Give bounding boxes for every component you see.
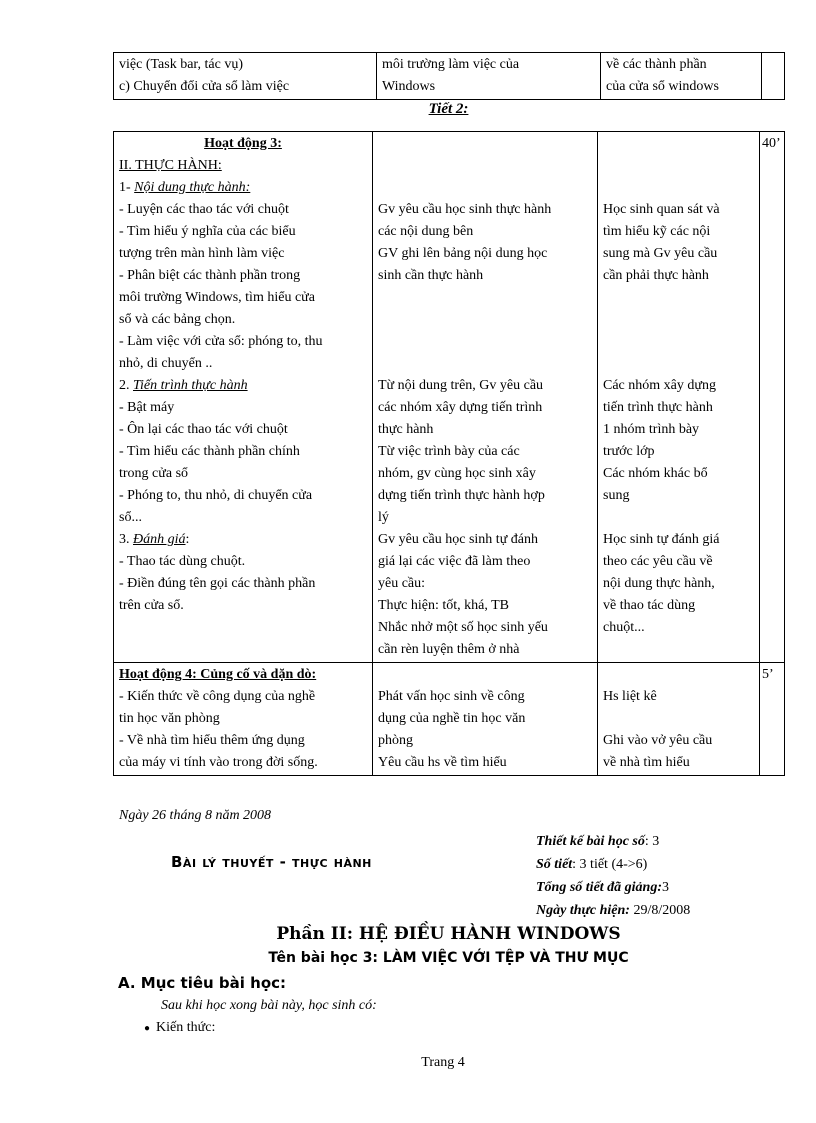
cell-line: cần rèn luyện thêm ở nhà [378,642,520,657]
cell-line: Thực hiện: tốt, khá, TB [378,598,509,613]
cell-text: Tiến trình thực hành [133,378,248,393]
info-line [536,899,786,922]
cell-line: Ghi vào vở yêu cầu [603,733,713,748]
table-row [114,53,785,100]
cell-line: II. THỰC HÀNH: [119,158,222,173]
cell-line: việc (Task bar, tác vụ) [119,57,244,72]
cell-line: - Bật máy [119,400,175,415]
cell-line: dụng của nghề tin học văn [378,711,526,726]
info-value: : 3 tiết (4->6) [572,857,648,872]
intro-text: Sau khi học xong bài này, học sinh có: [161,998,377,1013]
cell-text: Nội dung thực hành: [134,180,251,195]
cell-line: về nhà tìm hiểu [603,755,690,770]
cell-line [119,375,367,397]
bullet-item [144,1020,215,1036]
info-label: Số tiết [536,857,573,872]
cell-line: tiến trình thực hành [603,400,713,415]
info-line [536,830,786,853]
cell-line: tìm hiểu kỹ các nội [603,224,711,239]
cell-line: tin học văn phòng [119,711,220,726]
cell-line: phòng [378,733,413,748]
cell-line: tượng trên màn hình làm việc [119,246,285,261]
table-cell [373,132,598,663]
table-cell [114,53,377,100]
section-a-heading: A. Mục tiêu bài học: [118,974,287,992]
info-value: 3 [662,880,670,895]
cell-line: về các thành phần [606,57,707,72]
cell-line: Các nhóm khác bổ [603,466,708,481]
cell-line: trong cửa sổ [119,466,189,481]
date-line: Ngày 26 tháng 8 năm 2008 [119,808,272,823]
cell-line: Từ việc trình bày của các [378,444,520,459]
cell-line: sổ... [119,510,142,525]
cell-line: Gv yêu cầu học sinh thực hành [378,202,552,217]
table-cell [373,663,598,776]
cell-line: - Tìm hiểu các thành phần chính [119,444,300,459]
cell-text: 2. [119,378,133,393]
table-cell [598,132,760,663]
cell-line: - Luyện các thao tác với chuột [119,202,289,217]
cell-line: GV ghi lên bảng nội dung học [378,246,548,261]
lesson-type: Bài lý thuyết - thực hành [171,853,372,871]
cell-line: của cửa sổ windows [606,79,719,94]
top-table-fragment [113,52,785,100]
time-value: 5’ [762,667,774,682]
table-row [114,132,785,663]
cell-line: - Ôn lại các thao tác với chuột [119,422,288,437]
cell-line: Nhắc nhở một số học sinh yếu [378,620,548,635]
table-cell [598,663,760,776]
cell-line: môi trường Windows, tìm hiểu cửa [119,290,315,305]
tiet-label: Tiết 2: [428,101,469,117]
info-label: Thiết kế bài học số [536,834,645,849]
cell-line: - Kiến thức về công dụng của nghề [119,689,316,704]
cell-text: Đánh giá [133,532,186,547]
cell-line: trước lớp [603,444,655,459]
activity-table [113,131,785,776]
time-value: 40’ [762,136,781,151]
cell-line: c) Chuyển đổi cửa sổ làm việc [119,79,290,94]
bullet-text: Kiến thức: [156,1020,216,1035]
cell-line: Gv yêu cầu học sinh tự đánh [378,532,538,547]
cell-line: - Phân biệt các thành phần trong [119,268,301,283]
cell-line: theo các yêu cầu về [603,554,713,569]
cell-text: 1- [119,180,135,195]
cell-line: - Thao tác dùng chuột. [119,554,246,569]
table-cell [114,663,373,776]
table-cell [601,53,762,100]
activity-heading: Hoạt động 3: [204,136,282,151]
cell-line: giá lại các việc đã làm theo [378,554,531,569]
cell-line: các nội dung bên [378,224,474,239]
table-cell [377,53,601,100]
cell-line: - Làm việc với cửa sổ: phóng to, thu [119,334,323,349]
cell-line: Phát vấn học sinh về công [378,689,525,704]
info-line [536,853,786,876]
activity-heading: Hoạt động 4: Củng cố và dặn dò: [119,667,317,682]
cell-line: Từ nội dung trên, Gv yêu cầu [378,378,544,393]
cell-line: sung mà Gv yêu cầu [603,246,718,261]
table-cell [114,132,373,663]
cell-line: các nhóm xây dựng tiến trình [378,400,543,415]
info-value: : 3 [644,834,660,849]
cell-line [119,529,367,551]
cell-line: Học sinh quan sát và [603,202,720,217]
cell-line: Các nhóm xây dựng [603,378,716,393]
cell-text: 3. [119,532,133,547]
table-cell [760,663,785,776]
cell-line: - Phóng to, thu nhỏ, di chuyển cửa [119,488,313,503]
cell-text: : [185,532,190,547]
cell-line: nhỏ, di chuyển .. [119,356,213,371]
cell-line: - Điền đúng tên gọi các thành phần [119,576,316,591]
cell-line: Yêu cầu hs về tìm hiểu [378,755,507,770]
cell-line: thực hành [378,422,434,437]
cell-line: Học sinh tự đánh giá [603,532,720,547]
cell-line: lý [378,510,389,525]
cell-line: - Về nhà tìm hiểu thêm ứng dụng [119,733,305,748]
info-value: 29/8/2008 [633,903,691,918]
lesson-title: Tên bài học 3: LÀM VIỆC VỚI TỆP VÀ THƯ MỤC [268,950,629,966]
cell-line: nhóm, gv cùng học sinh xây [378,466,536,481]
info-line [536,876,786,899]
bullet-icon: ● [144,1023,151,1034]
cell-line: dựng tiến trình thực hành hợp [378,488,545,503]
cell-line: Hs liệt kê [603,689,657,704]
cell-line: trên cửa sổ. [119,598,184,613]
cell-line: chuột... [603,620,645,635]
cell-line: của máy vi tính vào trong đời sống. [119,755,318,770]
cell-line: về thao tác dùng [603,598,696,613]
cell-line: môi trường làm việc của [382,57,520,72]
cell-line: sinh cần thực hành [378,268,484,283]
part-title: Phần II: HỆ ĐIỀU HÀNH WINDOWS [276,924,621,944]
info-label: Ngày thực hiện: [536,903,630,918]
cell-line: sung [603,488,630,503]
cell-line [119,177,367,199]
cell-line: nội dung thực hành, [603,576,715,591]
cell-line: sổ và các bảng chọn. [119,312,236,327]
cell-line: cần phải thực hành [603,268,709,283]
page-footer: Trang 4 [421,1055,465,1070]
cell-line: Windows [382,79,436,94]
cell-line: - Tìm hiểu ý nghĩa của các biểu [119,224,296,239]
lesson-info [536,830,786,922]
cell-line: yêu cầu: [378,576,426,591]
cell-line: 1 nhóm trình bày [603,422,700,437]
table-cell [762,53,785,100]
table-row [114,663,785,776]
table-cell [760,132,785,663]
info-label: Tổng số tiết đã giảng: [536,880,663,895]
